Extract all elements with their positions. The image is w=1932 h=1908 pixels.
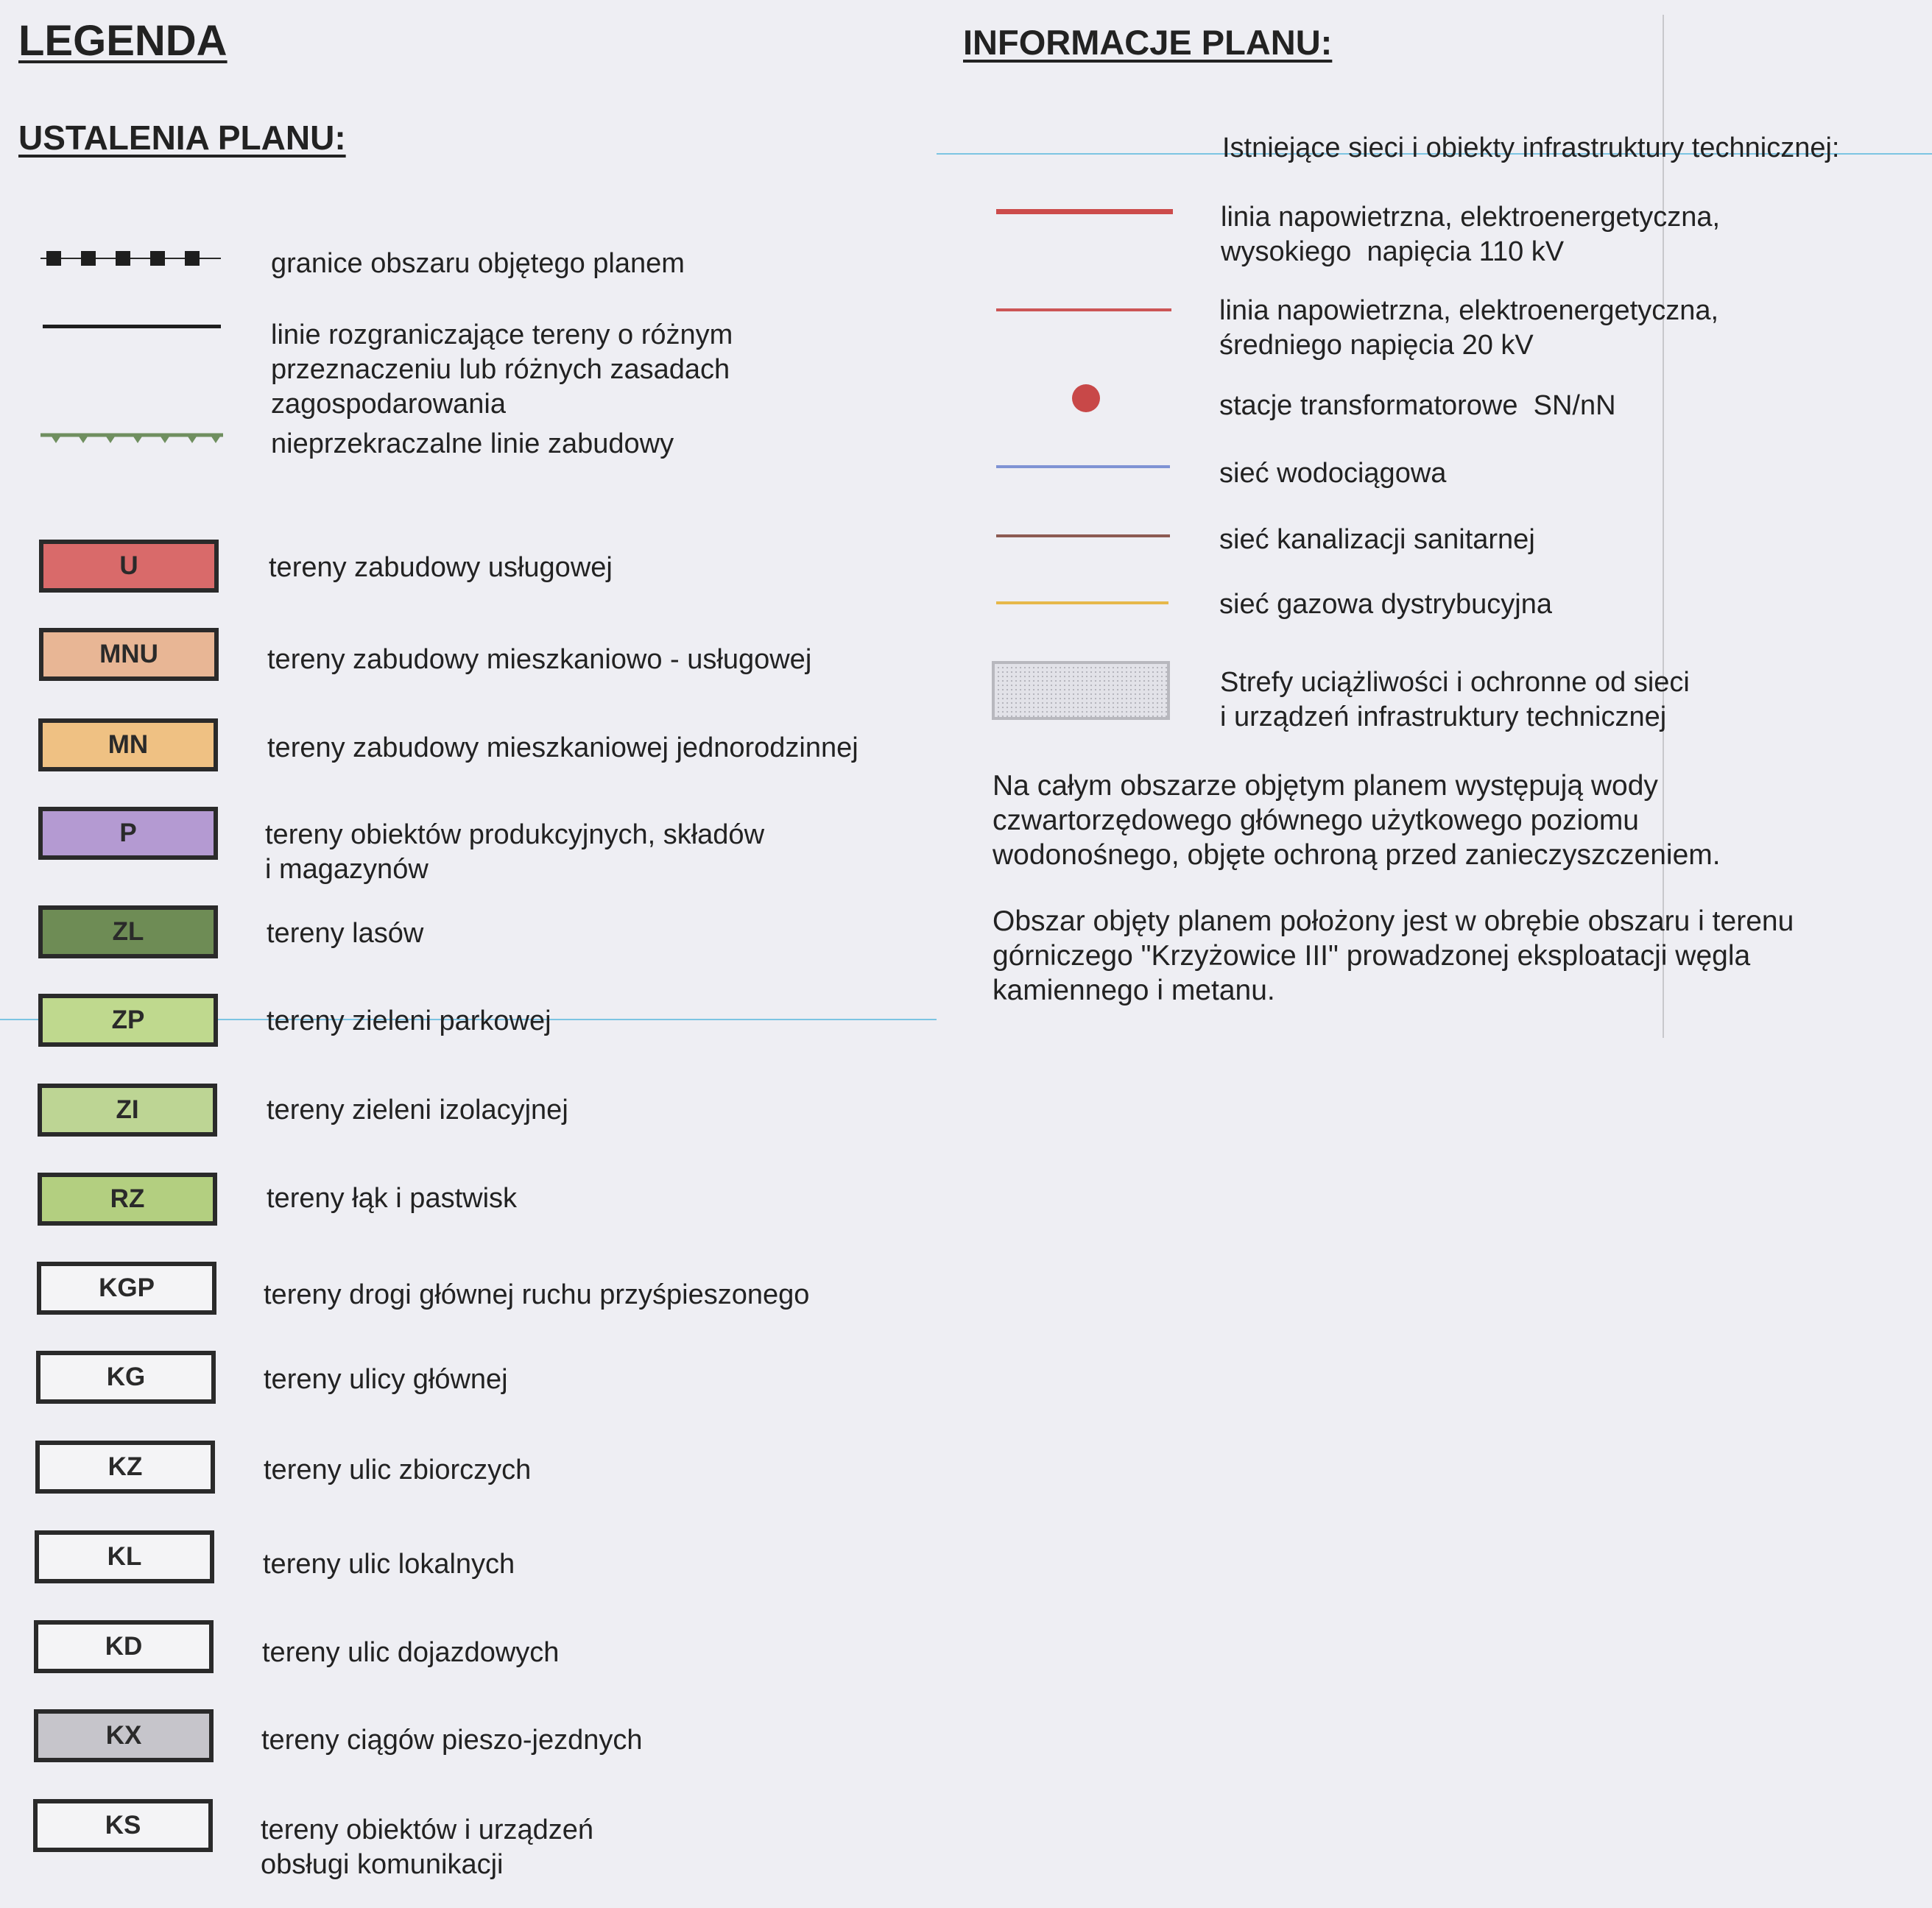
dividing-line-symbol	[43, 325, 221, 328]
zone-box-mn: MN	[38, 718, 218, 771]
zone-text-p: tereny obiektów produkcyjnych, składów i magazynów	[265, 819, 765, 885]
plan-information-title: INFORMACJE PLANU:	[963, 23, 1333, 62]
zone-box-kz: KZ	[35, 1441, 215, 1494]
zone-box-mnu: MNU	[39, 628, 219, 681]
info-text-transformer: stacje transformatorowe SN/nN	[1219, 390, 1616, 421]
legend-title: LEGENDA	[18, 17, 228, 65]
legend-line-text-dividing: linie rozgraniczające tereny o różnym przeznaczeniu lub różnych zasadach zagospodarowania	[271, 319, 733, 420]
zone-text-kx: tereny ciągów pieszo-jezdnych	[261, 1725, 643, 1756]
zone-box-zp: ZP	[38, 994, 218, 1047]
transformer-station-icon	[1072, 384, 1100, 412]
info-text-water: sieć wodociągowa	[1219, 458, 1447, 489]
zone-box-zl: ZL	[38, 905, 218, 958]
zone-box-kd: KD	[34, 1620, 214, 1673]
mining-area-paragraph: Obszar objęty planem położony jest w obrębie obszaru i terenu górniczego "Krzyżowice III" prowadzonej eksploatacji węgla kamiennego i metanu.	[993, 905, 1794, 1006]
gas-line-symbol	[996, 601, 1168, 604]
sewer-line-symbol	[996, 534, 1170, 537]
building-line-symbol	[40, 431, 225, 449]
zone-text-kd: tereny ulic dojazdowych	[262, 1637, 560, 1668]
scan-fold-line	[1663, 15, 1664, 1038]
water-line-symbol	[996, 465, 1170, 468]
zone-box-p: P	[38, 807, 218, 860]
zone-text-mnu: tereny zabudowy mieszkaniowo - usługowej	[267, 644, 812, 675]
protection-zone-symbol	[992, 661, 1170, 720]
zone-text-u: tereny zabudowy usługowej	[269, 552, 613, 583]
zone-text-kl: tereny ulic lokalnych	[263, 1549, 515, 1580]
info-text-protection-zone: Strefy uciążliwości i ochronne od sieci i urządzeń infrastruktury technicznej	[1220, 667, 1690, 732]
zone-text-mn: tereny zabudowy mieszkaniowej jednorodzinnej	[267, 732, 859, 763]
zone-text-kgp: tereny drogi głównej ruchu przyśpieszonego	[264, 1279, 810, 1310]
zone-text-zp: tereny zieleni parkowej	[267, 1006, 551, 1036]
legend-line-text-boundary: granice obszaru objętego planem	[271, 248, 685, 279]
info-text-mv-line: linia napowietrzna, elektroenergetyczna, średniego napięcia 20 kV	[1219, 295, 1719, 361]
plan-boundary-symbol	[40, 247, 225, 269]
hv-line-symbol	[996, 209, 1173, 214]
zone-box-rz: RZ	[38, 1173, 217, 1226]
zone-text-kz: tereny ulic zbiorczych	[264, 1455, 532, 1485]
info-text-sewer: sieć kanalizacji sanitarnej	[1219, 524, 1535, 555]
zone-text-zi: tereny zieleni izolacyjnej	[267, 1095, 568, 1126]
zone-box-kg: KG	[36, 1351, 216, 1404]
zone-box-kgp: KGP	[37, 1262, 216, 1315]
plan-settings-title: USTALENIA PLANU:	[18, 119, 346, 157]
zone-text-rz: tereny łąk i pastwisk	[267, 1183, 518, 1214]
mv-line-symbol	[996, 308, 1171, 311]
groundwater-paragraph: Na całym obszarze objętym planem występują wody czwartorzędowego głównego użytkowego poziomu wodonośnego, objęte ochroną przed zanieczyszczeniem.	[993, 770, 1721, 871]
info-text-gas: sieć gazowa dystrybucyjna	[1219, 589, 1552, 620]
infrastructure-subtitle: Istniejące sieci i obiekty infrastruktury technicznej:	[1222, 132, 1840, 163]
zone-box-kl: KL	[35, 1530, 214, 1583]
zone-text-ks: tereny obiektów i urządzeń obsługi komunikacji	[261, 1815, 594, 1880]
zone-box-zi: ZI	[38, 1084, 217, 1137]
zone-text-kg: tereny ulicy głównej	[264, 1364, 508, 1395]
zone-box-ks: KS	[33, 1799, 213, 1852]
legend-line-text-building-line: nieprzekraczalne linie zabudowy	[271, 428, 674, 459]
zone-text-zl: tereny lasów	[267, 918, 424, 949]
zone-box-kx: KX	[34, 1709, 214, 1762]
info-text-hv-line: linia napowietrzna, elektroenergetyczna, wysokiego napięcia 110 kV	[1221, 202, 1721, 267]
zone-box-u: U	[39, 540, 219, 593]
